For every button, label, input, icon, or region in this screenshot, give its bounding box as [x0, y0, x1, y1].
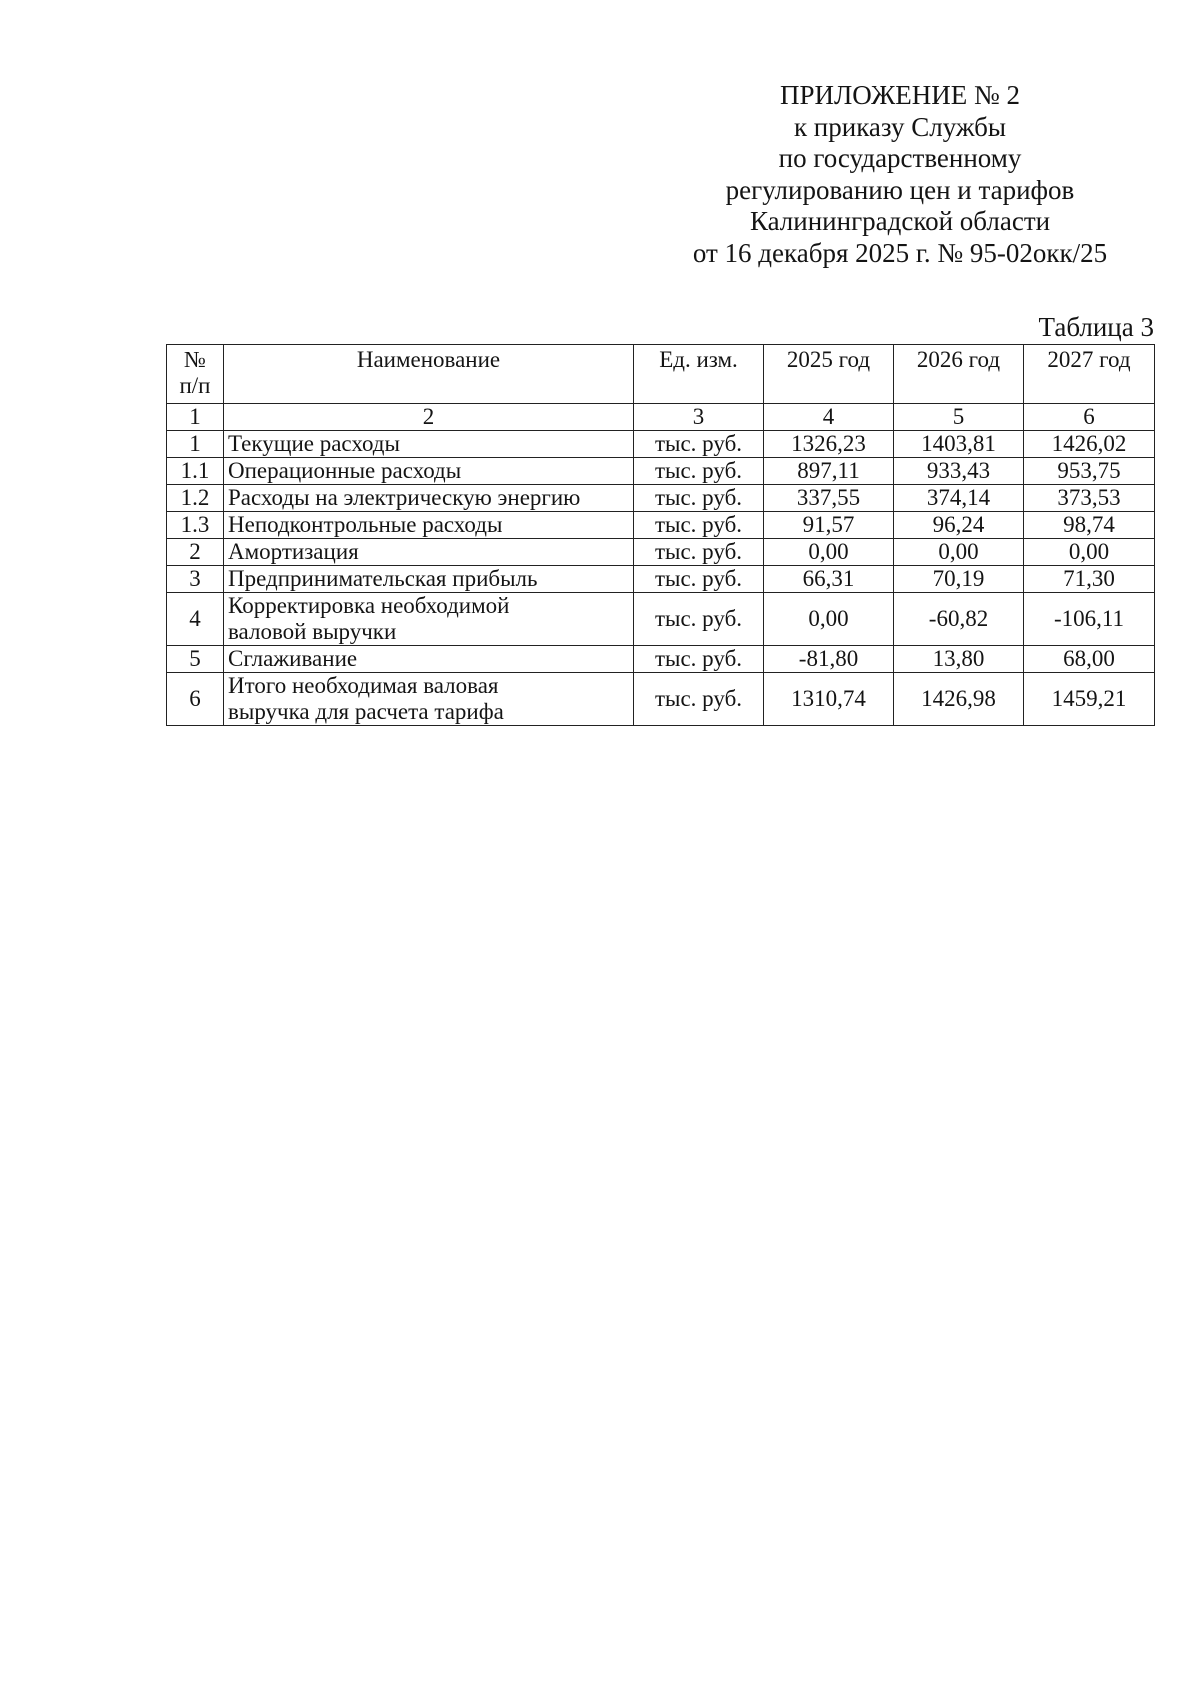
- value-2026: 0,00: [894, 539, 1024, 566]
- row-name-line: Итого необходимая валовая: [228, 673, 499, 698]
- value-2025: -81,80: [764, 646, 894, 673]
- value-2026: 933,43: [894, 458, 1024, 485]
- row-unit: тыс. руб.: [634, 431, 764, 458]
- appendix-line: по государственному: [778, 143, 1022, 173]
- appendix-line: Калининградской области: [749, 206, 1051, 236]
- table-row: [167, 646, 1155, 673]
- value-2026: 1403,81: [894, 431, 1024, 458]
- column-index: 6: [1024, 404, 1155, 431]
- table-row: [167, 431, 1155, 458]
- value-2027: 1426,02: [1024, 431, 1155, 458]
- value-2027: 953,75: [1024, 458, 1155, 485]
- value-2025: 1326,23: [764, 431, 894, 458]
- row-name: Предпринимательская прибыль: [224, 566, 634, 593]
- table-row: [167, 566, 1155, 593]
- row-name: Сглаживание: [224, 646, 634, 673]
- row-name-line: валовой выручки: [228, 619, 397, 644]
- value-2026: 13,80: [894, 646, 1024, 673]
- value-2027: 98,74: [1024, 512, 1155, 539]
- row-name: [224, 593, 634, 646]
- table-row: [167, 458, 1155, 485]
- column-header-num: [167, 345, 224, 404]
- value-2025: 0,00: [764, 593, 894, 646]
- column-header-unit: Ед. изм.: [634, 345, 764, 404]
- value-2026: 96,24: [894, 512, 1024, 539]
- column-index: 5: [894, 404, 1024, 431]
- table-row: [167, 512, 1155, 539]
- row-name: Расходы на электрическую энергию: [224, 485, 634, 512]
- value-2026: -60,82: [894, 593, 1024, 646]
- column-index: 2: [224, 404, 634, 431]
- value-2026: 1426,98: [894, 673, 1024, 726]
- table-header-row: [167, 345, 1155, 404]
- row-number: 1: [167, 431, 224, 458]
- row-name: Амортизация: [224, 539, 634, 566]
- value-2025: 91,57: [764, 512, 894, 539]
- row-unit: тыс. руб.: [634, 566, 764, 593]
- value-2025: 897,11: [764, 458, 894, 485]
- appendix-date-number: от 16 декабря 2025 г. № 95-02окк/25: [692, 237, 1108, 268]
- value-2027: 1459,21: [1024, 673, 1155, 726]
- value-2026: 70,19: [894, 566, 1024, 593]
- value-2027: -106,11: [1024, 593, 1155, 646]
- table-row: [167, 593, 1155, 646]
- value-2025: 0,00: [764, 539, 894, 566]
- table-caption: Таблица 3: [1038, 312, 1154, 342]
- table-row: [167, 673, 1155, 726]
- row-number: 3: [167, 566, 224, 593]
- table-row: [167, 485, 1155, 512]
- column-header-num-line1: №: [184, 347, 206, 372]
- appendix-header: [640, 80, 1160, 269]
- row-unit: тыс. руб.: [634, 539, 764, 566]
- value-2027: 373,53: [1024, 485, 1155, 512]
- value-2025: 66,31: [764, 566, 894, 593]
- value-2027: 71,30: [1024, 566, 1155, 593]
- column-header-name: Наименование: [224, 345, 634, 404]
- column-header-num-line2: п/п: [179, 373, 211, 398]
- value-2025: 337,55: [764, 485, 894, 512]
- appendix-line: регулированию цен и тарифов: [725, 174, 1075, 205]
- row-unit: тыс. руб.: [634, 512, 764, 539]
- row-number: 5: [167, 646, 224, 673]
- row-number: 2: [167, 539, 224, 566]
- row-name-line: Корректировка необходимой: [228, 593, 510, 618]
- row-name: Неподконтрольные расходы: [224, 512, 634, 539]
- column-index: 4: [764, 404, 894, 431]
- row-name: Операционные расходы: [224, 458, 634, 485]
- row-number: 1.1: [167, 458, 224, 485]
- row-unit: тыс. руб.: [634, 646, 764, 673]
- column-header-2026: 2026 год: [894, 345, 1024, 404]
- appendix-title: ПРИЛОЖЕНИЕ № 2: [779, 80, 1021, 110]
- value-2027: 0,00: [1024, 539, 1155, 566]
- row-name: Текущие расходы: [224, 431, 634, 458]
- row-number: 4: [167, 593, 224, 646]
- value-2025: 1310,74: [764, 673, 894, 726]
- row-name: [224, 673, 634, 726]
- value-2026: 374,14: [894, 485, 1024, 512]
- row-number: 6: [167, 673, 224, 726]
- row-unit: тыс. руб.: [634, 458, 764, 485]
- column-index: 3: [634, 404, 764, 431]
- table-row: [167, 539, 1155, 566]
- value-2027: 68,00: [1024, 646, 1155, 673]
- row-name-line: выручка для расчета тарифа: [228, 699, 504, 724]
- column-index: 1: [167, 404, 224, 431]
- row-unit: тыс. руб.: [634, 485, 764, 512]
- row-unit: тыс. руб.: [634, 593, 764, 646]
- column-header-2027: 2027 год: [1024, 345, 1155, 404]
- revenue-table: [166, 344, 1155, 726]
- appendix-line: к приказу Службы: [793, 111, 1007, 142]
- row-unit: тыс. руб.: [634, 673, 764, 726]
- row-number: 1.2: [167, 485, 224, 512]
- column-header-2025: 2025 год: [764, 345, 894, 404]
- row-number: 1.3: [167, 512, 224, 539]
- column-index-row: [167, 404, 1155, 431]
